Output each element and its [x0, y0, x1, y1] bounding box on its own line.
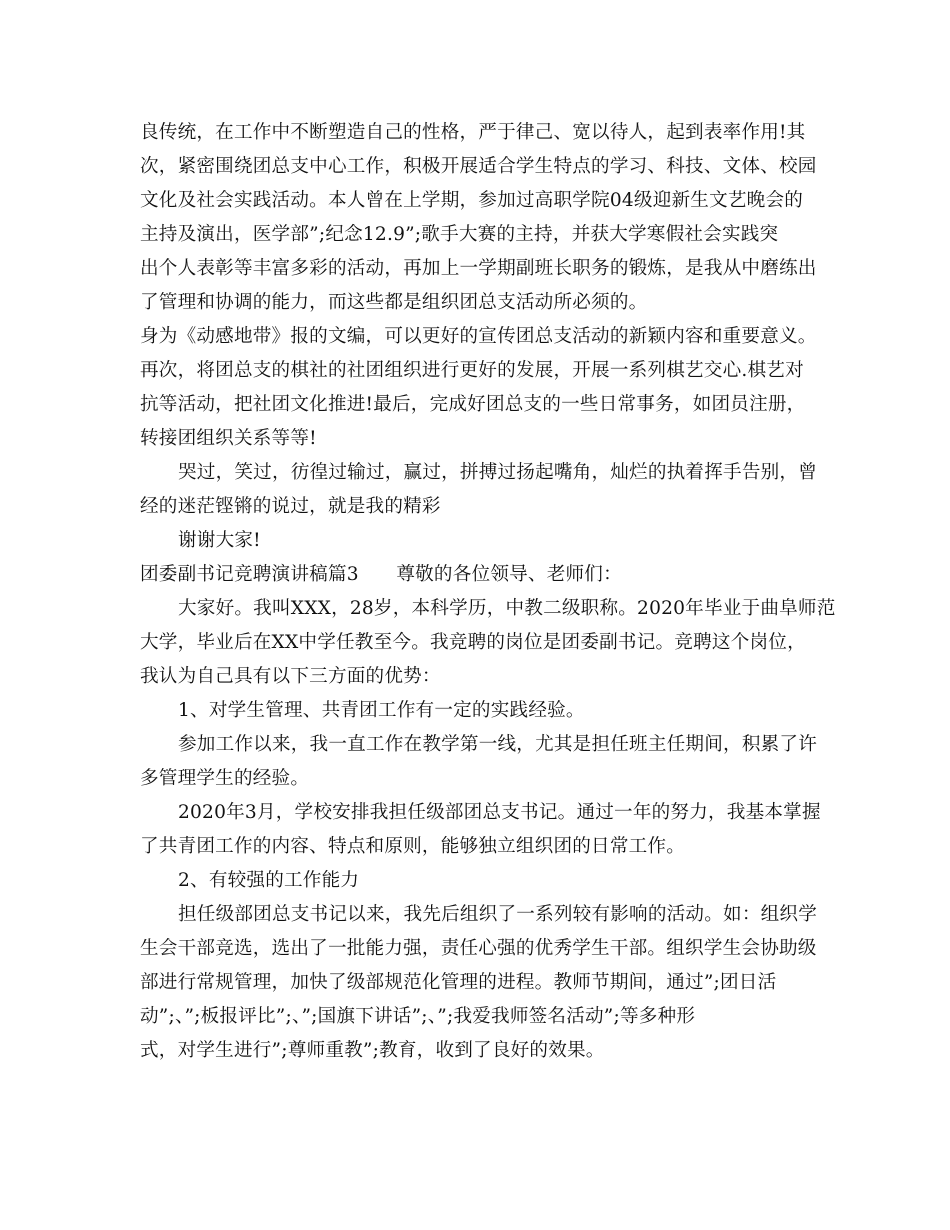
text-line: 谢谢大家!: [178, 530, 261, 551]
text-line: 次，紧密围绕团总支中心工作，积极开展适合学生特点的学习、科技、文体、校园: [140, 156, 817, 177]
text-line: 再次，将团总支的棋社的社团组织进行更好的发展，开展一系列棋艺交心.棋艺对: [140, 360, 804, 381]
text-line: 经的迷茫铿锵的说过，就是我的精彩: [140, 496, 441, 517]
text-line: 哭过，笑过，彷徨过输过，赢过，拼搏过扬起嘴角，灿烂的执着挥手告别，曾: [178, 462, 817, 483]
text-line: 大学，毕业后在XX中学任教至今。我竞聘的岗位是团委副书记。竞聘这个岗位，: [140, 632, 806, 653]
text-line: 参加工作以来，我一直工作在教学第一线，尤其是担任班主任期间，积累了许: [178, 734, 817, 755]
text-line: 出个人表彰等丰富多彩的活动，再加上一学期副班长职务的锻炼，是我从中磨练出: [140, 258, 817, 279]
text-line: 2020年3月，学校安排我担任级部团总支书记。通过一年的努力，我基本掌握: [178, 802, 821, 823]
text-line: 担任级部团总支书记以来，我先后组织了一系列较有影响的活动。如：组织学: [178, 904, 817, 925]
text-line: 主持及演出，医学部”;纪念12.9”;歌手大赛的主持，并获大学寒假社会实践突: [140, 224, 779, 245]
text-line: 式，对学生进行”;尊师重教”;教育，收到了良好的效果。: [140, 1040, 605, 1061]
text-line: 多管理学生的经验。: [140, 768, 310, 789]
text-line: 2、有较强的工作能力: [178, 870, 360, 891]
section-heading: 团委副书记竞聘演讲稿篇3 尊敬的各位领导、老师们：: [140, 564, 622, 585]
text-line: 我认为自己具有以下三方面的优势：: [140, 666, 441, 687]
text-line: 了共青团工作的内容、特点和原则，能够独立组织团的日常工作。: [140, 836, 686, 857]
text-line: 1、对学生管理、共青团工作有一定的实践经验。: [178, 700, 585, 721]
text-line: 转接团组织关系等等!: [140, 428, 317, 449]
text-line: 抗等活动，把社团文化推进!最后，完成好团总支的一些日常事务，如团员注册，: [140, 394, 806, 415]
text-line: 良传统，在工作中不断塑造自己的性格，严于律己、宽以待人，起到表率作用!其: [140, 122, 806, 143]
text-line: 大家好。我叫XXX，28岁，本科学历，中教二级职称。2020年毕业于曲阜师范: [178, 598, 836, 619]
text-line: 文化及社会实践活动。本人曾在上学期，参加过高职学院04级迎新生文艺晚会的: [140, 190, 804, 211]
text-line: 生会干部竞选，选出了一批能力强，责任心强的优秀学生干部。组织学生会协助级: [140, 938, 817, 959]
text-line: 身为《动感地带》报的文编，可以更好的宣传团总支活动的新颖内容和重要意义。: [140, 326, 817, 347]
text-line: 部进行常规管理，加快了级部规范化管理的进程。教师节期间，通过”;团日活: [140, 972, 777, 993]
text-line: 动”;、”;板报评比”;、”;国旗下讲话”;、”;我爱我师签名活动”;等多种形: [140, 1006, 696, 1027]
text-line: 了管理和协调的能力，而这些都是组织团总支活动所必须的。: [140, 292, 648, 313]
